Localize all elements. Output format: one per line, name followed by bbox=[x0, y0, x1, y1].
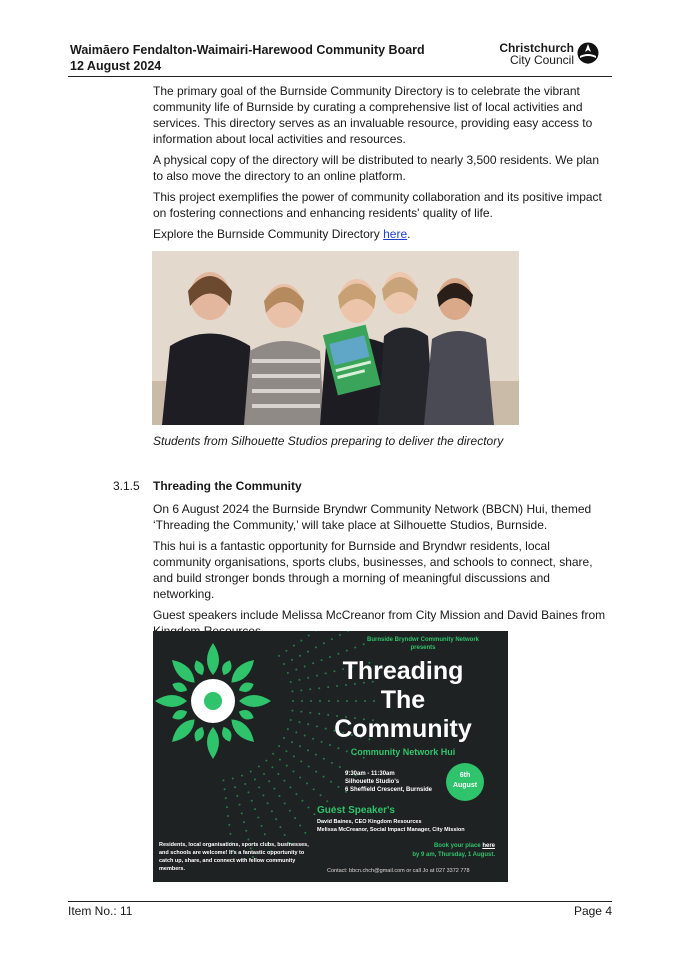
paragraph: A physical copy of the directory will be distributed to nearly 3,500 residents. We plan to also move the directory to an online platform. bbox=[153, 153, 600, 183]
date-badge-day: 6th bbox=[459, 772, 471, 779]
paragraph: The primary goal of the Burnside Community Directory is to celebrate the vibrant community life of Burnside by curating a comprehensive list of local activities and services. This directory serves as an invaluable resource, providing easy access to information about local activities and resources. bbox=[153, 84, 593, 146]
poster-subtitle: Community Network Hui bbox=[350, 747, 456, 757]
book-link[interactable]: here bbox=[482, 843, 495, 849]
date-badge-month: August bbox=[452, 782, 478, 789]
document-header bbox=[70, 42, 425, 74]
paragraph: This hui is a fantastic opportunity for Burnside and Bryndwr residents, local community organisations, sports clubs, businesses, and schools to connect, share, and build stronger bonds through a morning of meaningful discussions and networking. bbox=[153, 539, 593, 601]
speaker-1: David Baines, CEO Kingdom Resources bbox=[317, 819, 422, 825]
poster-title-1: Threading bbox=[342, 657, 464, 685]
guest-speakers-heading: Guest Speaker's bbox=[317, 805, 395, 816]
poster-title-3: Community bbox=[334, 715, 472, 743]
explore-text: Explore the Burnside Community Directory bbox=[153, 227, 384, 241]
council-emblem-icon bbox=[577, 42, 599, 66]
logo-line2: City Council bbox=[509, 53, 574, 67]
paragraph: This project exemplifies the power of community collaboration and its positive impact on fostering connections and enhancing residents' quality of life. bbox=[153, 190, 602, 220]
poster-presents: presents bbox=[410, 645, 436, 651]
council-logo bbox=[498, 42, 608, 68]
poster-presenter: Burnside Bryndwr Community Network bbox=[366, 637, 479, 643]
explore-end: . bbox=[407, 227, 411, 241]
board-name: Waimāero Fendalton-Waimairi-Harewood Community Board bbox=[70, 43, 425, 57]
event-poster bbox=[153, 631, 508, 882]
students-illustration bbox=[152, 251, 519, 425]
students-photo bbox=[152, 251, 519, 425]
meeting-date: 12 August 2024 bbox=[70, 59, 162, 73]
poster-welcome: Residents, local organisations, sports clubs, businesses, and schools are welcome! It's a fantastic opportunity to catch up, share, and connect with fellow community members. bbox=[159, 842, 309, 872]
footer-divider bbox=[68, 901, 612, 902]
item-number: Item No.: 11 bbox=[68, 904, 133, 918]
book-line-1 bbox=[403, 843, 495, 849]
photo-caption: Students from Silhouette Studios preparing to deliver the directory bbox=[153, 434, 504, 448]
page-number: Page 4 bbox=[573, 904, 612, 918]
poster-venue-1: Silhouette Studio's bbox=[345, 779, 400, 785]
book-text: Book your place bbox=[433, 843, 483, 849]
poster-venue-2: 6 Sheffield Crescent, Burnside bbox=[345, 787, 433, 793]
section-number: 3.1.5 bbox=[113, 479, 140, 493]
poster-title-2: The bbox=[380, 686, 426, 714]
header-divider bbox=[68, 76, 612, 77]
directory-link[interactable]: here bbox=[383, 227, 408, 241]
speaker-2: Melissa McCreanor, Social Impact Manager, City Mission bbox=[317, 827, 465, 833]
paragraph: Guest speakers include Melissa McCreanor from City Mission and David Baines from bbox=[153, 608, 606, 622]
poster-time: 9:30am - 11:30am bbox=[345, 771, 395, 777]
section-title: Threading the Community bbox=[153, 479, 302, 493]
directory-paragraphs bbox=[153, 83, 609, 242]
section-paragraphs bbox=[153, 501, 609, 639]
explore-paragraph bbox=[153, 226, 609, 242]
poster-contact: Contact: bbcn.chch@gmail.com or call Jo at 027 3372 778 bbox=[327, 868, 470, 874]
logo-line1: Christchurch bbox=[499, 41, 574, 55]
book-line-2: by 9 am, Thursday, 1 August. bbox=[412, 852, 495, 858]
paragraph: On 6 August 2024 the Burnside Bryndwr Community Network (BBCN) Hui, themed ‘Threading the Community,’ will take place at Silhouette Studios, Burnside. bbox=[153, 502, 592, 532]
